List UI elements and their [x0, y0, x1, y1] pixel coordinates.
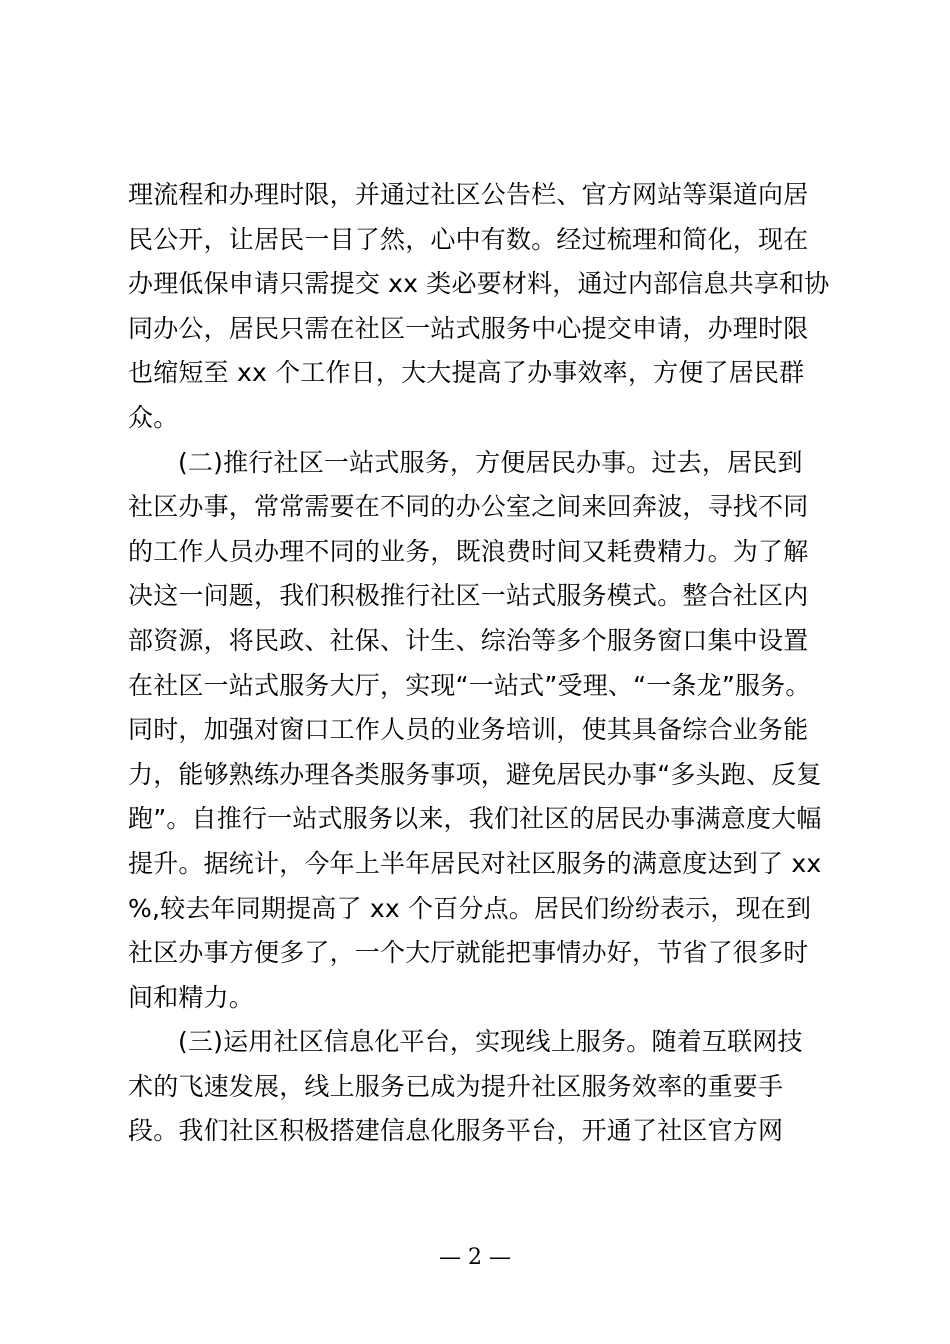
- text-line: 社区办事，常常需要在不同的办公室之间来回奔波，寻找不同: [128, 492, 809, 522]
- page-number: — 2 —: [439, 1245, 511, 1270]
- text-line: 术的飞速发展，线上服务已成为提升社区服务效率的重要手: [128, 1071, 784, 1101]
- text-line: 民公开，让居民一目了然，心中有数。经过梳理和简化，现在: [128, 224, 809, 254]
- section-heading-line: (二)推行社区一站式服务，方便居民办事。过去，居民到: [178, 447, 803, 477]
- text-line: 段。我们社区积极搭建信息化服务平台，开通了社区官方网: [128, 1116, 784, 1146]
- document-body: [128, 173, 840, 1154]
- section-heading-line: (三)运用社区信息化平台，实现线上服务。随着互联网技: [178, 1027, 803, 1057]
- text-line: %,较去年同期提高了 xx 个百分点。居民们纷纷表示，现在到: [128, 893, 812, 923]
- text-line: 同时，加强对窗口工作人员的业务培训，使其具备综合业务能: [128, 715, 809, 745]
- text-line: 力，能够熟练办理各类服务事项，避免居民办事“多头跑、反复: [128, 759, 822, 789]
- text-line: 部资源，将民政、社保、计生、综治等多个服务窗口集中设置: [128, 625, 809, 655]
- text-line: 在社区一站式服务大厅，实现“一站式”受理、“一条龙”服务。: [128, 670, 811, 700]
- text-line: 理流程和办理时限，并通过社区公告栏、官方网站等渠道向居: [128, 180, 809, 209]
- text-line: 社区办事方便多了，一个大厅就能把事情办好，节省了很多时: [128, 938, 809, 968]
- text-line: 间和精力。: [128, 982, 255, 1012]
- text-line: 决这一问题，我们积极推行社区一站式服务模式。整合社区内: [128, 581, 809, 611]
- text-line: 也缩短至 xx 个工作日，大大提高了办事效率，方便了居民群: [128, 358, 805, 388]
- text-line: 提升。据统计，今年上半年居民对社区服务的满意度达到了 xx: [128, 848, 822, 878]
- text-line: 办理低保申请只需提交 xx 类必要材料，通过内部信息共享和协: [128, 269, 830, 299]
- text-line: 同办公，居民只需在社区一站式服务中心提交申请，办理时限: [128, 313, 809, 343]
- text-line: 跑”。自推行一站式服务以来，我们社区的居民办事满意度大幅: [128, 804, 822, 834]
- text-line: 的工作人员办理不同的业务，既浪费时间又耗费精力。为了解: [128, 536, 809, 566]
- text-line: 众。: [128, 402, 179, 432]
